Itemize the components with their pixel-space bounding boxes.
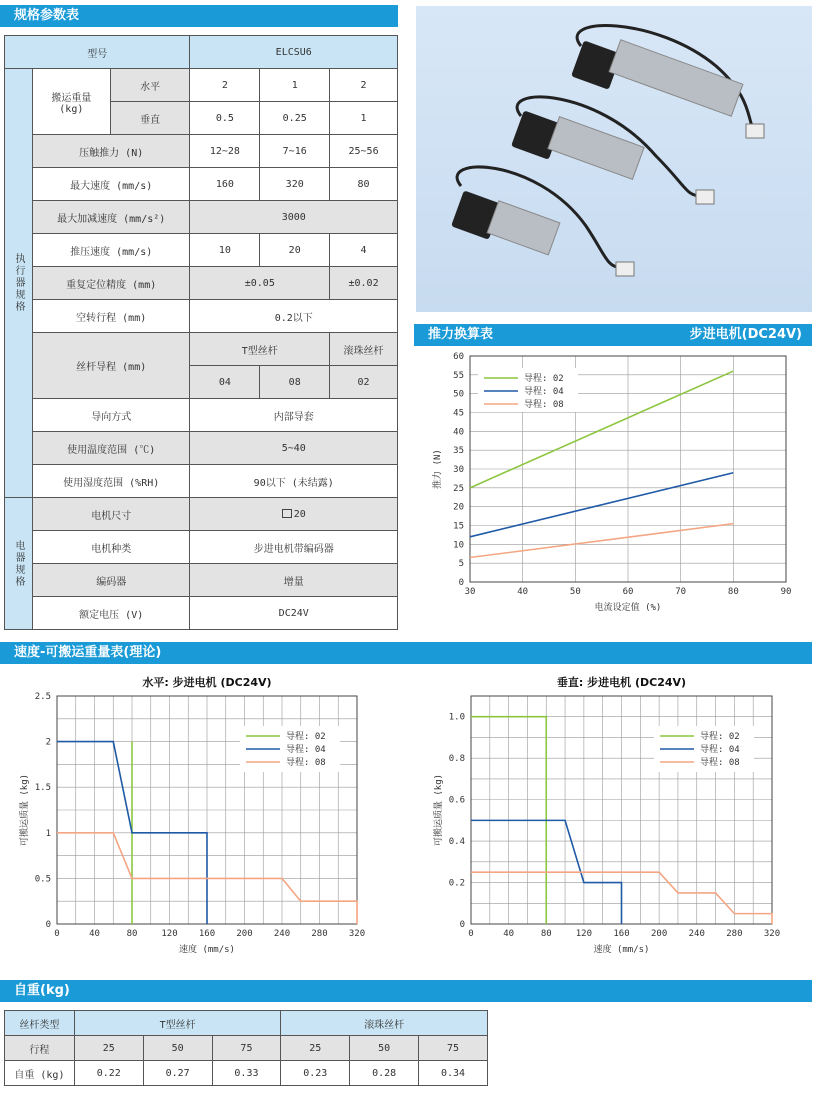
v-val: 0.25 (260, 102, 330, 135)
encoder-val: 增量 (190, 564, 398, 597)
weight-t: T型丝杆 (74, 1011, 281, 1036)
repeat-a: ±0.05 (190, 267, 330, 300)
motor-size-val: 20 (293, 508, 306, 520)
legend-label: 导程: 08 (286, 758, 326, 768)
spec-table (4, 35, 398, 630)
horizontal-chart (0, 664, 400, 974)
chart-title: 垂直: 步进电机 (DC24V) (556, 676, 687, 689)
group-electrical: 电器规格 (5, 498, 33, 630)
x-tick-label: 80 (540, 929, 552, 939)
weight-table (4, 1010, 488, 1086)
x-tick-label: 40 (517, 587, 529, 597)
y-tick-label: 30 (453, 465, 464, 475)
weight-ball: 滚珠丝杆 (281, 1011, 488, 1036)
x-tick-label: 40 (89, 929, 100, 939)
x-tick-label: 90 (780, 587, 792, 597)
x-tick-label: 50 (569, 587, 581, 597)
x-axis-label: 速度 (mm/s) (593, 945, 650, 955)
speed-val: 160 (190, 168, 260, 201)
speed-val: 320 (260, 168, 330, 201)
acc-label: 最大加减速度 (mm/s²) (32, 201, 190, 234)
stroke-val: 25 (281, 1036, 350, 1061)
legend-label: 导程: 04 (524, 387, 564, 397)
y-axis-label: 可搬运质量 (kg) (20, 773, 30, 847)
y-tick-label: 0.6 (448, 795, 465, 806)
actuator-large (571, 26, 764, 138)
lead-label: 丝杆导程 (mm) (32, 333, 190, 399)
temp-val: 5~40 (190, 432, 398, 465)
temp-label: 使用温度范围 (℃) (32, 432, 190, 465)
y-tick-label: 0 (458, 578, 464, 588)
product-illustration (416, 6, 812, 312)
x-tick-label: 60 (622, 587, 634, 597)
x-axis-label: 速度 (mm/s) (179, 945, 235, 955)
y-tick-label: 60 (453, 352, 464, 362)
y-tick-label: 15 (453, 521, 464, 532)
y-tick-label: 25 (453, 483, 464, 494)
push-val: 7~16 (260, 135, 330, 168)
y-tick-label: 0.4 (448, 837, 465, 848)
stroke-val: 50 (143, 1036, 212, 1061)
y-tick-label: 35 (453, 446, 464, 457)
x-tick-label: 30 (464, 587, 476, 597)
wt-val: 0.27 (143, 1061, 212, 1086)
repeat-b: ±0.02 (330, 267, 398, 300)
h-val: 1 (260, 69, 330, 102)
thrust-chart (420, 346, 812, 624)
wt-val: 0.28 (350, 1061, 419, 1086)
x-tick-label: 160 (613, 929, 630, 939)
x-tick-label: 200 (236, 929, 253, 939)
x-axis-label: 电流设定值 (%) (594, 603, 662, 613)
x-tick-label: 120 (575, 929, 593, 939)
wt-val: 0.34 (419, 1061, 488, 1086)
y-tick-label: 0.5 (34, 874, 51, 885)
y-tick-label: 1.5 (34, 783, 51, 794)
wt-val: 0.22 (74, 1061, 143, 1086)
y-tick-label: 5 (458, 559, 464, 570)
lead-t: T型丝杆 (190, 333, 330, 366)
v-val: 1 (330, 102, 398, 135)
lost-label: 空转行程 (mm) (32, 300, 190, 333)
guide-label: 导向方式 (32, 399, 190, 432)
x-tick-label: 280 (311, 929, 328, 939)
thrust-header (414, 324, 812, 346)
lead-val: 04 (190, 366, 260, 399)
y-axis-label: 可搬运质量 (kg) (434, 773, 444, 847)
actuator-medium (511, 97, 714, 204)
model-label: 型号 (5, 36, 190, 69)
wt-val: 0.23 (281, 1061, 350, 1086)
actuator-small (451, 167, 634, 276)
speed-label: 最大速度 (mm/s) (32, 168, 190, 201)
y-tick-label: 40 (453, 427, 464, 438)
series-line (470, 524, 733, 558)
vertical-chart (412, 664, 812, 974)
y-tick-label: 2.5 (34, 692, 51, 702)
x-tick-label: 160 (198, 929, 216, 939)
thrust-motor: 步进电机(DC24V) (689, 327, 802, 342)
legend-label: 导程: 08 (700, 758, 740, 768)
legend-label: 导程: 02 (700, 732, 740, 742)
acc-val: 3000 (190, 201, 398, 234)
legend-label: 导程: 04 (286, 745, 326, 755)
x-tick-label: 40 (503, 929, 515, 939)
y-tick-label: 55 (453, 370, 464, 381)
push-val: 12~28 (190, 135, 260, 168)
wt-label: 自重 (kg) (5, 1061, 75, 1086)
x-tick-label: 200 (650, 929, 668, 939)
thrust-title: 推力换算表 (428, 327, 494, 342)
motor-size-cell (190, 498, 398, 531)
y-tick-label: 1.0 (448, 712, 465, 723)
speed-header (0, 642, 812, 664)
model-value: ELCSU6 (190, 36, 398, 69)
x-tick-label: 70 (675, 587, 687, 597)
h-val: 2 (190, 69, 260, 102)
hum-val: 90以下 (未结露) (190, 465, 398, 498)
speed-title: 速度-可搬运重量表(理论) (14, 645, 162, 660)
motor-type-val: 步进电机带编码器 (190, 531, 398, 564)
motor-type-label: 电机种类 (32, 531, 190, 564)
x-tick-label: 80 (727, 587, 739, 597)
y-tick-label: 0 (459, 920, 465, 930)
voltage-label: 额定电压 (V) (32, 597, 190, 630)
h-val: 2 (330, 69, 398, 102)
v-val: 0.5 (190, 102, 260, 135)
y-tick-label: 0.2 (448, 878, 465, 889)
x-tick-label: 120 (161, 929, 178, 939)
load-label: 搬运重量 (kg) (32, 69, 110, 135)
product-photo (416, 6, 812, 312)
x-tick-label: 80 (126, 929, 138, 939)
voltage-val: DC24V (190, 597, 398, 630)
y-axis-label: 推力 (N) (433, 449, 443, 489)
encoder-label: 编码器 (32, 564, 190, 597)
spec-title: 规格参数表 (14, 8, 80, 23)
lead-val: 02 (330, 366, 398, 399)
y-tick-label: 10 (453, 540, 464, 551)
repeat-label: 重复定位精度 (mm) (32, 267, 190, 300)
lost-val: 0.2以下 (190, 300, 398, 333)
y-tick-label: 50 (453, 389, 464, 400)
y-tick-label: 0 (45, 920, 51, 930)
pushspeed-val: 20 (260, 234, 330, 267)
chart-title: 水平: 步进电机 (DC24V) (142, 676, 272, 689)
x-tick-label: 280 (726, 929, 743, 939)
y-tick-label: 45 (453, 408, 464, 419)
x-tick-label: 240 (273, 929, 291, 939)
stroke-val: 75 (212, 1036, 281, 1061)
guide-val: 内部导套 (190, 399, 398, 432)
lead-ball: 滚珠丝杆 (330, 333, 398, 366)
vertical-label: 垂直 (110, 102, 190, 135)
legend-label: 导程: 02 (286, 732, 326, 742)
x-tick-label: 240 (688, 929, 705, 939)
horizontal-label: 水平 (110, 69, 190, 102)
pushspeed-val: 10 (190, 234, 260, 267)
y-tick-label: 1 (45, 828, 51, 839)
stroke-val: 25 (74, 1036, 143, 1061)
stroke-val: 75 (419, 1036, 488, 1061)
series-line (470, 473, 733, 537)
weight-col0: 丝杆类型 (5, 1011, 75, 1036)
stroke-label: 行程 (5, 1036, 75, 1061)
legend-label: 导程: 02 (524, 374, 564, 384)
legend-label: 导程: 04 (700, 745, 740, 755)
y-tick-label: 0.8 (448, 754, 465, 765)
y-tick-label: 20 (453, 502, 464, 513)
y-tick-label: 2 (45, 737, 51, 748)
hum-label: 使用湿度范围 (%RH) (32, 465, 190, 498)
pushspeed-label: 推压速度 (mm/s) (32, 234, 190, 267)
lead-val: 08 (260, 366, 330, 399)
x-tick-label: 320 (348, 929, 366, 939)
push-val: 25~56 (330, 135, 398, 168)
wt-val: 0.33 (212, 1061, 281, 1086)
x-tick-label: 0 (54, 929, 60, 939)
pushspeed-val: 4 (330, 234, 398, 267)
weight-title: 自重(kg) (14, 983, 70, 998)
speed-val: 80 (330, 168, 398, 201)
x-tick-label: 0 (468, 929, 474, 939)
weight-header (0, 980, 812, 1002)
spec-header (0, 5, 398, 27)
push-label: 压触推力 (N) (32, 135, 190, 168)
motor-size-label: 电机尺寸 (32, 498, 190, 531)
stroke-val: 50 (350, 1036, 419, 1061)
square-icon (282, 509, 292, 518)
group-actuator: 执行器规格 (5, 69, 33, 498)
legend-label: 导程: 08 (524, 400, 564, 410)
x-tick-label: 320 (763, 929, 781, 939)
